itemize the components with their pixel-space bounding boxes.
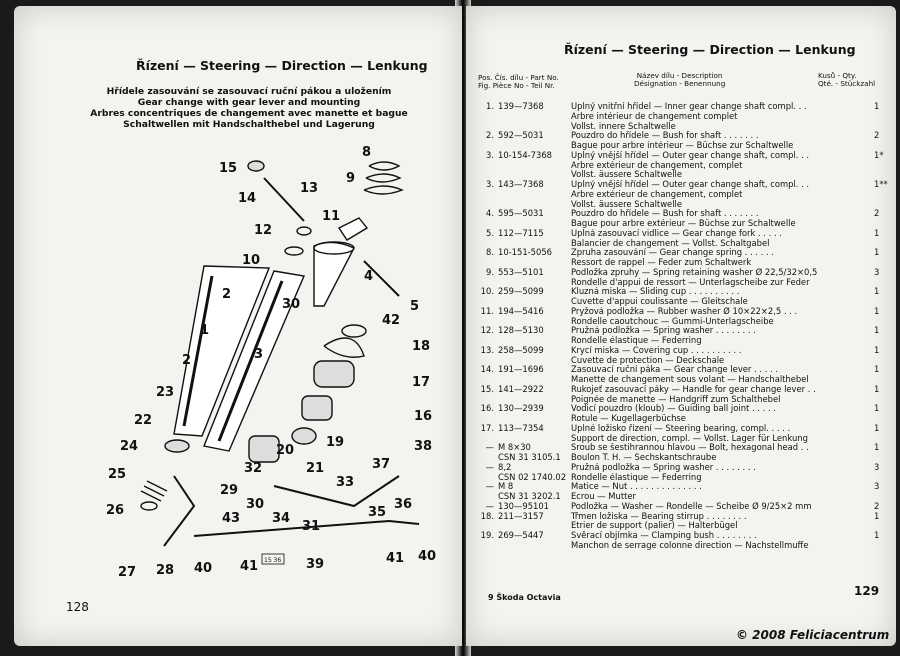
- description: Podložka zpruhy — Spring retaining washer Ø 22,5/32×0,5: [571, 267, 818, 277]
- quantity: 1: [874, 101, 880, 111]
- part-callout: 42: [382, 313, 401, 328]
- parts-row: [478, 385, 888, 395]
- sliding-cup-part: [285, 247, 303, 255]
- parts-row: [478, 209, 888, 219]
- description: Poignée de manette — Handgriff zum Schalthebel: [571, 394, 781, 404]
- description: Vollst. äussere Schaltwelle: [571, 199, 682, 209]
- part-callout: 24: [120, 439, 139, 454]
- right-page-heading: Řízení — Steering — Direction — Lenkung: [564, 42, 856, 57]
- part-callout: 40: [418, 549, 437, 564]
- fig-number: 12.: [480, 325, 494, 336]
- parts-row: [478, 434, 888, 444]
- fig-number: —: [485, 500, 494, 511]
- parts-row: [478, 414, 888, 424]
- fig-number: 1.: [486, 101, 494, 111]
- fig-number: 14.: [480, 364, 494, 375]
- parts-row: [478, 131, 888, 141]
- description: Rukojeť zasouvací páky — Handle for gear change lever . .: [571, 384, 816, 394]
- col-header-desc-line1: Název dílu - Description: [636, 71, 723, 80]
- parts-row: [478, 278, 888, 288]
- fig-number: 18.: [480, 510, 494, 521]
- description: Support de direction, compl. — Vollst. Lager für Lenkung: [571, 433, 808, 443]
- part-callout: 35: [368, 505, 387, 520]
- parts-row: [478, 229, 888, 239]
- part-callout: 38: [414, 439, 433, 454]
- spring-25-part: [141, 481, 167, 501]
- parts-row: [478, 239, 888, 249]
- part-callout: 14: [238, 191, 257, 206]
- part-number: 10-151-5056: [498, 248, 552, 258]
- quantity: 1*: [874, 149, 884, 160]
- description: Pouzdro do hřídele — Bush for shaft . . . . . . .: [571, 209, 759, 219]
- parts-row: [478, 492, 888, 502]
- quantity: 1: [874, 286, 880, 297]
- description: Rondelle d'appui de ressort — Unterlagscheibe zur Feder: [571, 277, 810, 287]
- fig-number: 9.: [486, 266, 494, 277]
- part-callout: 21: [306, 461, 325, 476]
- part-callout: 17: [412, 375, 431, 390]
- description: Arbre extérieur de changement, complet: [571, 189, 743, 199]
- fig-number: 15.: [480, 383, 494, 394]
- quantity: 1: [874, 422, 880, 433]
- part-callout: 36: [394, 497, 413, 512]
- quantity: 1: [874, 383, 880, 394]
- description: Podložka — Washer — Rondelle — Scheibe Ø 9/25×2 mm: [571, 501, 812, 511]
- parts-row: [478, 356, 888, 366]
- quantity: 1: [874, 227, 880, 238]
- washer-12-part: [297, 227, 311, 235]
- quantity: 1: [874, 403, 880, 414]
- description: Úplný vnější hřídel — Outer gear change shaft, compl. . .: [571, 180, 810, 189]
- part-callout: 34: [272, 511, 291, 526]
- quantity: 3: [874, 481, 880, 492]
- quantity: 1**: [874, 179, 888, 189]
- description: Rondelle élastique — Federring: [571, 472, 702, 482]
- parts-row: [478, 453, 888, 463]
- steering-bearing-part: [314, 361, 354, 387]
- description: Pružná podložka — Spring washer . . . . . . . .: [571, 326, 756, 336]
- part-number: 128—5130: [498, 326, 544, 336]
- part-number: 258—5099: [498, 345, 544, 355]
- description: Vollst. äussere Schaltwelle: [571, 170, 682, 180]
- page-footer: 9 Škoda Octavia: [488, 593, 561, 602]
- part-callout: 12: [254, 223, 273, 238]
- parts-row: [478, 521, 888, 531]
- parts-row: [478, 122, 888, 132]
- description: Svěrací objímka — Clamping bush . . . . . . . .: [571, 531, 757, 540]
- parts-row: [478, 151, 888, 161]
- parts-row: [478, 141, 888, 151]
- description: Balancier de changement — Vollst. Schaltgabel: [571, 238, 770, 248]
- left-page: [14, 6, 462, 646]
- part-callout: 13: [300, 181, 319, 196]
- part-number: 141—2922: [498, 384, 544, 394]
- part-callout: 4: [364, 269, 374, 284]
- parts-row: [478, 180, 888, 190]
- description: Úplný vnitřní hřídel — Inner gear change shaft compl. . .: [571, 102, 807, 111]
- subtitle-fr: Arbres concentriques de changement avec manette et bague: [90, 108, 408, 119]
- parts-row: [478, 190, 888, 200]
- quantity: 1: [874, 305, 880, 316]
- quantity: 2: [874, 130, 880, 141]
- parts-row: [478, 297, 888, 307]
- part-number: 553—5101: [498, 267, 544, 277]
- parts-row: [478, 424, 888, 434]
- part-number: 595—5031: [498, 209, 544, 219]
- part-callout: 27: [118, 565, 137, 580]
- part-number: M 8: [498, 482, 514, 492]
- quantity: 1: [874, 510, 880, 521]
- parts-row: [478, 258, 888, 268]
- part-callout: 29: [220, 483, 239, 498]
- part-number: 194—5416: [498, 306, 544, 316]
- part-callout: 26: [106, 503, 125, 518]
- description: Cuvette d'appui coulissante — Gleitschale: [571, 297, 748, 306]
- parts-row: [478, 443, 888, 453]
- lever-28-part: [164, 476, 194, 546]
- description: Pouzdro do hřídele — Bush for shaft . . . . . . .: [571, 131, 759, 141]
- part-callout: 9: [346, 171, 356, 186]
- description: Úplná zasouvací vidlice — Gear change fork . . . . .: [571, 228, 782, 238]
- parts-row: [478, 346, 888, 356]
- right-page: [466, 6, 896, 646]
- parts-row: [478, 375, 888, 385]
- description: Boulon T. H. — Sechskantschraube: [571, 453, 717, 462]
- subtitle-de: Schaltwellen mit Handschalthebel und Lagerung: [123, 119, 375, 130]
- right-page-number: 129: [854, 584, 880, 598]
- part-number: ČSN 02 1740.02: [498, 472, 567, 482]
- bush-22-part: [165, 440, 189, 452]
- subtitle-cz: Hřídele zasouvání se zasouvací ruční pákou a uložením: [106, 86, 392, 97]
- description: Arbre intérieur de changement complet: [571, 111, 738, 121]
- description: Zasouvací ruční páka — Gear change lever . . . . .: [571, 365, 778, 375]
- part-number: 191—1696: [498, 365, 544, 375]
- part-number: 143—7368: [498, 180, 544, 189]
- description: Pružná podložka — Spring washer . . . . . . . .: [571, 462, 756, 472]
- part-number: 269—5447: [498, 531, 544, 540]
- part-number: 130—95101: [498, 501, 550, 511]
- clamping-bush-part: [292, 428, 316, 444]
- part-number: 112—7115: [498, 228, 544, 238]
- part-callout: 39: [306, 557, 325, 572]
- bearing-stirrup-part: [324, 338, 364, 357]
- fig-number: 8.: [486, 247, 494, 258]
- quantity: 1: [874, 364, 880, 375]
- fig-number: 13.: [480, 344, 494, 355]
- fig-number: 19.: [480, 530, 494, 540]
- quantity: 2: [874, 208, 880, 219]
- part-number: 592—5031: [498, 131, 544, 141]
- part-callout: 32: [244, 461, 263, 476]
- part-callout: 40: [194, 561, 213, 576]
- parts-row: [478, 219, 888, 229]
- part-callout: 41: [386, 551, 405, 566]
- col-header-qty: [818, 72, 875, 88]
- subtitle-en: Gear change with gear lever and mounting: [137, 97, 361, 108]
- ring-42-part: [342, 325, 366, 337]
- parts-row: [478, 200, 888, 210]
- col-header-pos: [478, 74, 559, 90]
- quantity: 2: [874, 500, 880, 511]
- part-number: 130—2939: [498, 404, 544, 414]
- parts-row: [478, 395, 888, 405]
- part-callout: 30: [282, 297, 301, 312]
- quantity: 1: [874, 344, 880, 355]
- description: Kluzná miska — Sliding cup . . . . . . . . . .: [571, 287, 740, 297]
- description: Krycí miska — Covering cup . . . . . . . . . .: [571, 345, 742, 355]
- description: Bague pour arbre extérieur — Büchse zur Schaltwelle: [571, 219, 796, 228]
- left-page-heading: Řízení — Steering — Direction — Lenkung: [136, 58, 428, 73]
- parts-row: [478, 404, 888, 414]
- fig-number: —: [485, 442, 494, 453]
- part-callout: 2: [182, 353, 192, 368]
- part-callout: 15: [219, 161, 238, 176]
- gear-lever-part: [264, 178, 304, 221]
- parts-row: [478, 102, 888, 112]
- description: Matice — Nut . . . . . . . . . . . . . .: [571, 482, 702, 492]
- col-header-desc: [634, 72, 725, 88]
- callout-layer: [106, 145, 436, 580]
- description: Úplný vnější hřídel — Outer gear change shaft, compl. . .: [571, 150, 810, 160]
- part-number: ČSN 31 3105.1: [498, 453, 561, 462]
- fig-number: —: [485, 481, 494, 492]
- parts-row: [478, 112, 888, 122]
- description: Rondelle élastique — Federring: [571, 336, 702, 345]
- parts-row: [478, 170, 888, 180]
- parts-list: [478, 102, 888, 551]
- fig-number: 5.: [486, 227, 494, 238]
- gear-change-spring-part: [364, 162, 402, 194]
- description: Úplné ložisko řízení — Steering bearing, compl. . . . .: [571, 423, 791, 433]
- quantity: 3: [874, 266, 880, 277]
- bearing-20-part: [249, 436, 279, 462]
- parts-row: [478, 287, 888, 297]
- part-callout: 28: [156, 563, 175, 578]
- part-callout: 23: [156, 385, 175, 400]
- fig-number: 10.: [480, 286, 494, 297]
- description: Rotule — Kugellagerbüchse: [571, 414, 686, 423]
- parts-row: [478, 268, 888, 278]
- part-callout: 1: [200, 323, 210, 338]
- quantity: 3: [874, 461, 880, 472]
- description: Ressort de rappel — Feder zum Schaltwerk: [571, 258, 752, 267]
- col-header-pos-line2: Fig. Pièce No - Teil Nr.: [478, 81, 555, 90]
- quantity: 1: [874, 530, 880, 540]
- part-callout: 41: [240, 559, 259, 574]
- part-callout: 30: [246, 497, 265, 512]
- parts-row: [478, 161, 888, 171]
- description: Třmen ložiska — Bearing stirrup . . . . . . . .: [571, 511, 747, 521]
- fig-number: 3.: [486, 149, 494, 160]
- parts-row: [478, 482, 888, 492]
- part-number: 8,2: [498, 462, 512, 472]
- description: Vollst. innere Schaltwelle: [571, 121, 676, 131]
- parts-row: [478, 502, 888, 512]
- description: Zpruha zasouvání — Gear change spring . . . . . .: [571, 248, 775, 258]
- exploded-view-diagram: [14, 6, 462, 646]
- part-number: 211—3157: [498, 511, 544, 521]
- part-callout: 22: [134, 413, 153, 428]
- fig-number: 2.: [486, 130, 494, 141]
- description: Etrier de support (palier) — Halterbügel: [571, 521, 738, 531]
- fig-number: 17.: [480, 422, 494, 433]
- part-callout: 18: [412, 339, 431, 354]
- fig-number: —: [485, 461, 494, 472]
- part-number: 139—7368: [498, 102, 544, 111]
- fig-number: 11.: [480, 305, 494, 316]
- part-number: 259—5099: [498, 287, 544, 297]
- description: Ecrou — Mutter: [571, 492, 636, 501]
- col-header-desc-line2: Désignation - Benennung: [634, 79, 726, 88]
- col-header-pos-line1: Pos. Čís. dílu - Part No.: [478, 73, 559, 82]
- part-callout: 11: [322, 209, 341, 224]
- parts-row: [478, 512, 888, 522]
- description: Arbre extérieur de changement, complet: [571, 160, 743, 170]
- parts-row: [478, 317, 888, 327]
- description: Pryžová podložka — Rubber washer Ø 10×22×2,5 . . .: [571, 306, 798, 316]
- quantity: 1: [874, 442, 880, 453]
- part-number: 10-154-7368: [498, 150, 552, 160]
- description: Rondelle caoutchouc — Gummi-Unterlagscheibe: [571, 316, 774, 326]
- quantity: 1: [874, 325, 880, 336]
- parts-row: [478, 473, 888, 483]
- parts-row: [478, 531, 888, 541]
- fork-part: [339, 218, 367, 240]
- col-header-qty-line2: Qté. - Stückzahl: [818, 79, 876, 88]
- description: Vodicí pouzdro (kloub) — Guiding ball joint . . . . .: [571, 404, 776, 414]
- part-number: ČSN 31 3202.1: [498, 492, 561, 501]
- part-callout: 25: [108, 467, 127, 482]
- part-number: 113—7354: [498, 423, 544, 433]
- figure-tag: 15 36: [264, 557, 282, 564]
- description: Bague pour arbre intérieur — Büchse zur Schaltwelle: [571, 141, 794, 150]
- part-callout: 37: [372, 457, 391, 472]
- part-callout: 31: [302, 519, 321, 534]
- washer-26-part: [141, 502, 157, 510]
- part-callout: 5: [410, 299, 420, 314]
- description: Cuvette de protection — Deckschale: [571, 355, 725, 365]
- description: Šroub se šestihrannou hlavou — Bolt, hexagonal head . .: [571, 443, 809, 453]
- part-callout: 19: [326, 435, 345, 450]
- description: Manchon de serrage colonne direction — Nachstellmuffe: [571, 540, 809, 550]
- part-callout: 2: [222, 287, 232, 302]
- part-callout: 43: [222, 511, 241, 526]
- fig-number: 4.: [486, 208, 494, 219]
- left-page-number: 128: [66, 600, 89, 614]
- ball-joint-part: [302, 396, 332, 420]
- parts-row: [478, 463, 888, 473]
- part-callout: 8: [362, 145, 372, 160]
- part-number: M 8×30: [498, 443, 531, 453]
- copyright-notice: © 2008 Feliciacentrum: [736, 628, 890, 642]
- col-header-qty-line1: Kusů - Qty.: [818, 71, 857, 80]
- part-callout: 16: [414, 409, 433, 424]
- fig-number: 3.: [486, 179, 494, 189]
- description: Manette de changement sous volant — Handschalthebel: [571, 375, 809, 384]
- parts-row: [478, 365, 888, 375]
- lever-handle-part: [248, 161, 264, 171]
- parts-row: [478, 336, 888, 346]
- parts-row: [478, 248, 888, 258]
- parts-row: [478, 326, 888, 336]
- parts-row: [478, 541, 888, 551]
- fig-number: 16.: [480, 403, 494, 414]
- part-callout: 10: [242, 253, 261, 268]
- quantity: 1: [874, 247, 880, 258]
- part-callout: 3: [254, 347, 264, 362]
- part-callout: 33: [336, 475, 355, 490]
- part-callout: 20: [276, 443, 295, 458]
- parts-row: [478, 307, 888, 317]
